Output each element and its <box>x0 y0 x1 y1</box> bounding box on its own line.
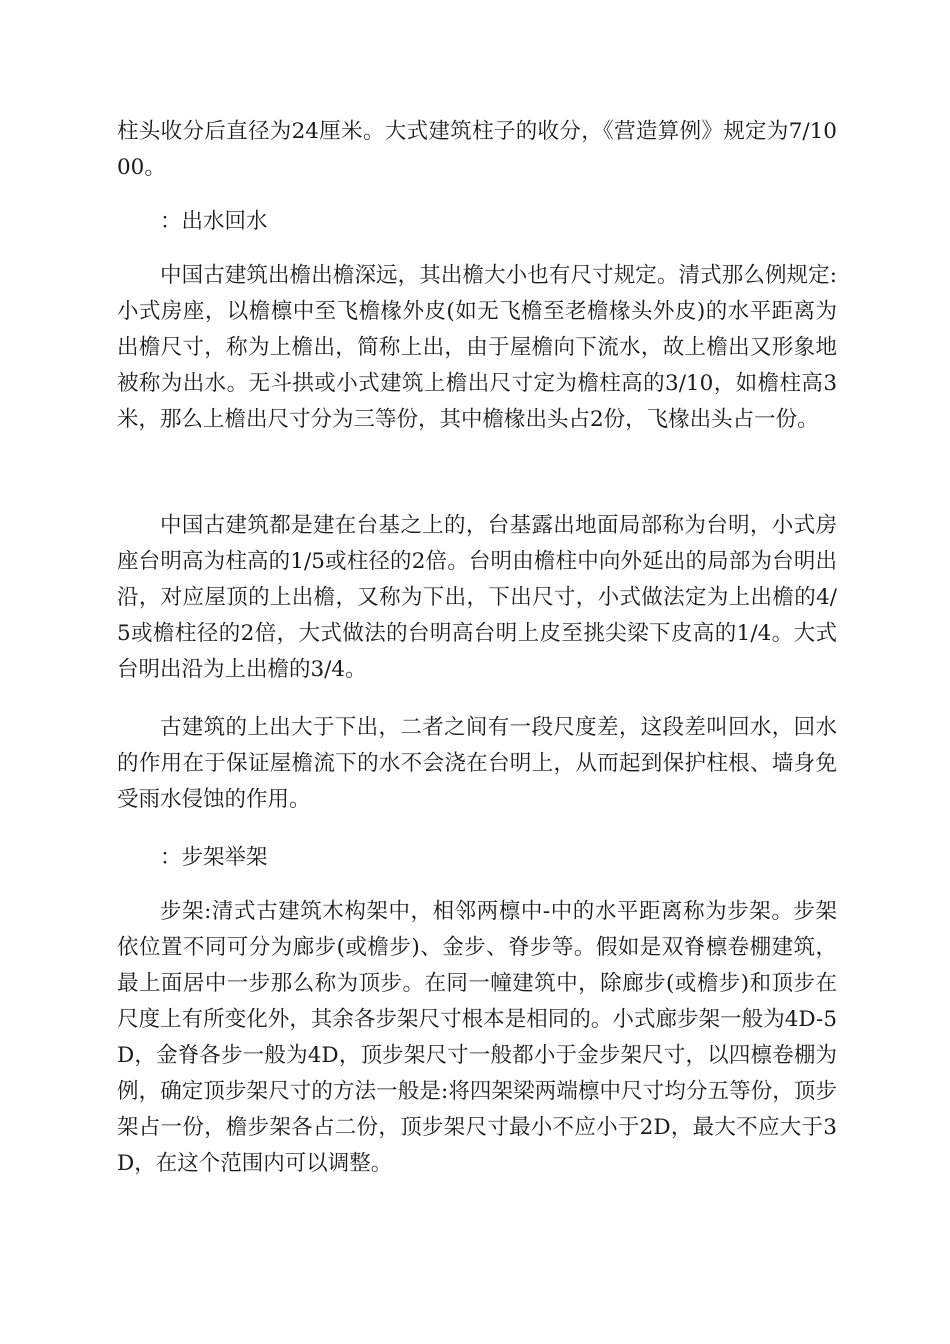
paragraph-purlin-spacing: 步架:清式古建筑木构架中，相邻两檩中-中的水平距离称为步架。步架依位置不同可分为廊步(或檐步)、金步、脊步等。假如是双脊檩卷棚建筑，最上面居中一步那么称为顶步。在同一幢建筑中，除廊步(或檐步)和顶步在尺度上有所变化外，其余各步架尺寸根本是相同的。小式廊步架一般为4D-5D，金脊各步一般为4D，顶步架尺寸一般都小于金步架尺寸，以四檩卷棚为例，确定顶步架尺寸的方法一般是:将四架梁两端檩中尺寸均分五等份，顶步架占一份，檐步架各占二份，顶步架尺寸最小不应小于2D，最大不应大于3D，在这个范围内可以调整。 <box>117 899 837 1176</box>
paragraph-platform: 中国古建筑都是建在台基之上的，台基露出地面局部称为台明，小式房座台明高为柱高的1/5或柱径的2倍。台明由檐柱中向外延出的局部为台明出沿，对应屋顶的上出檐，又称为下出，下出尺寸，小式做法定为上出檐的4/5或檐柱径的2倍，大式做法的台明高台明上皮至挑尖梁下皮高的1/4。大式台明出沿为上出檐的3/4。 <box>117 513 837 682</box>
section-heading-purlin-spacing: ：步架举架 <box>160 845 268 870</box>
section-heading-eave-overhang: ：出水回水 <box>160 209 268 234</box>
paragraph-column-taper: 柱头收分后直径为24厘米。大式建筑柱子的收分，《营造算例》规定为7/1000。 <box>117 119 837 180</box>
paragraph-return-water: 古建筑的上出大于下出，二者之间有一段尺度差，这段差叫回水，回水的作用在于保证屋檐流下的水不会浇在台明上，从而起到保护柱根、墙身免受雨水侵蚀的作用。 <box>117 715 837 812</box>
paragraph-eave-overhang: 中国古建筑出檐出檐深远，其出檐大小也有尺寸规定。清式那么例规定:小式房座，以檐檩中至飞檐椽外皮(如无飞檐至老檐椽头外皮)的水平距离为出檐尺寸，称为上檐出，简称上出，由于屋檐向下流水，故上檐出又形象地被称为出水。无斗拱或小式建筑上檐出尺寸定为檐柱高的3/10，如檐柱高3米，那么上檐出尺寸分为三等份，其中檐椽出头占2份，飞椽出头占一份。 <box>117 263 837 432</box>
